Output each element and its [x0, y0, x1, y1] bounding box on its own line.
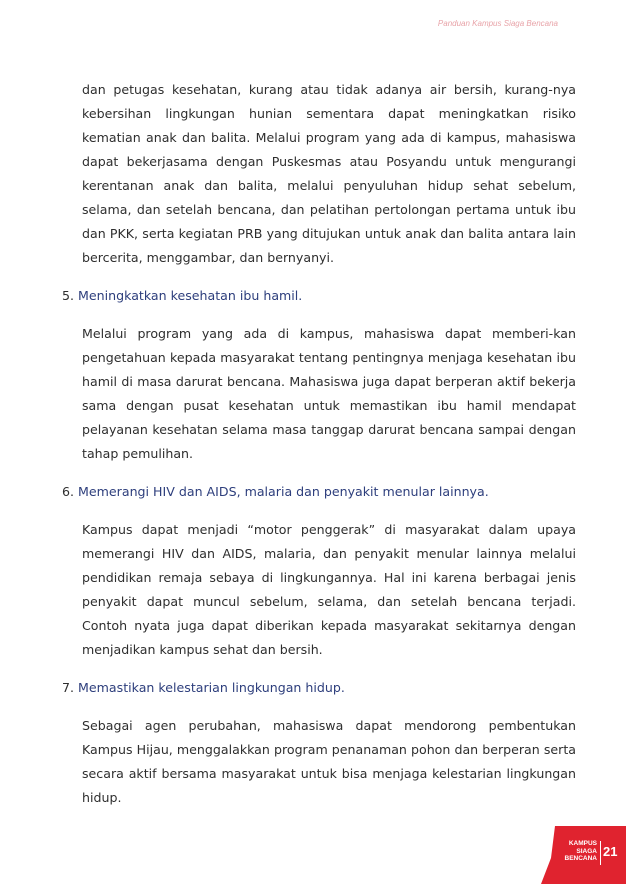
section-number: 7. [62, 680, 75, 695]
page-content [62, 78, 576, 810]
logo-line: BENCANA [564, 855, 597, 862]
footer-badge [541, 826, 626, 884]
campus-logo [559, 840, 597, 863]
page-number: 21 [603, 844, 618, 859]
intro-paragraph: dan petugas kesehatan, kurang atau tidak adanya air bersih, kurang-nya kebersihan lingkungan hunian sementara dapat meningkatkan risiko kematian anak dan balita. Melalui program yang ada di kampus, mahasiswa dapat bekerjasama dengan Puskesmas atau Posyandu untuk mengurangi kerentanan anak dan balita, melalui penyuluhan hidup sehat sebelum, selama, dan setelah bencana, dan pelatihan pertolongan pertama untuk ibu dan PKK, serta kegiatan PRB yang ditujukan untuk anak dan balita antara lain bercerita, menggambar, dan bernyanyi. [82, 82, 576, 265]
section-heading-5 [62, 284, 576, 308]
logo-line: KAMPUS [568, 840, 597, 847]
section-heading-7 [62, 676, 576, 700]
section-paragraph-5: Melalui program yang ada di kampus, mahasiswa dapat memberi-kan pengetahuan kepada masyarakat tentang pentingnya menjaga kesehatan ibu hamil di masa darurat bencana. Mahasiswa juga dapat berperan aktif bekerja sama dengan pusat kesehatan untuk memastikan ibu hamil mendapat pelayanan kesehatan selama masa tanggap darurat bencana sampai dengan tahap pemulihan. [82, 326, 576, 461]
section-number: 6. [62, 484, 75, 499]
logo-line: SIAGA [576, 847, 597, 855]
running-header: Panduan Kampus Siaga Bencana [437, 19, 558, 28]
section-title: Memastikan kelestarian lingkungan hidup. [78, 680, 345, 695]
section-number: 5. [62, 288, 75, 303]
section-paragraph-7: Sebagai agen perubahan, mahasiswa dapat mendorong pembentukan Kampus Hijau, menggalakkan program penanaman pohon dan berperan serta secara aktif bersama masyarakat untuk bisa menjaga kelestarian lingkungan hidup. [82, 718, 576, 805]
badge-divider [600, 841, 601, 865]
section-title: Memerangi HIV dan AIDS, malaria dan penyakit menular lainnya. [78, 484, 489, 499]
section-paragraph-6: Kampus dapat menjadi “motor penggerak” di masyarakat dalam upaya memerangi HIV dan AIDS, malaria, dan penyakit menular lainnya melalui pendidikan remaja sebaya di lingkungannya. Hal ini karena berbagai jenis penyakit dapat muncul sebelum, selama, dan setelah bencana terjadi. Contoh nyata juga dapat diberikan kepada masyarakat sekitarnya dengan menjadikan kampus sehat dan bersih. [82, 522, 576, 657]
section-heading-6 [62, 480, 576, 504]
section-title: Meningkatkan kesehatan ibu hamil. [78, 288, 303, 303]
